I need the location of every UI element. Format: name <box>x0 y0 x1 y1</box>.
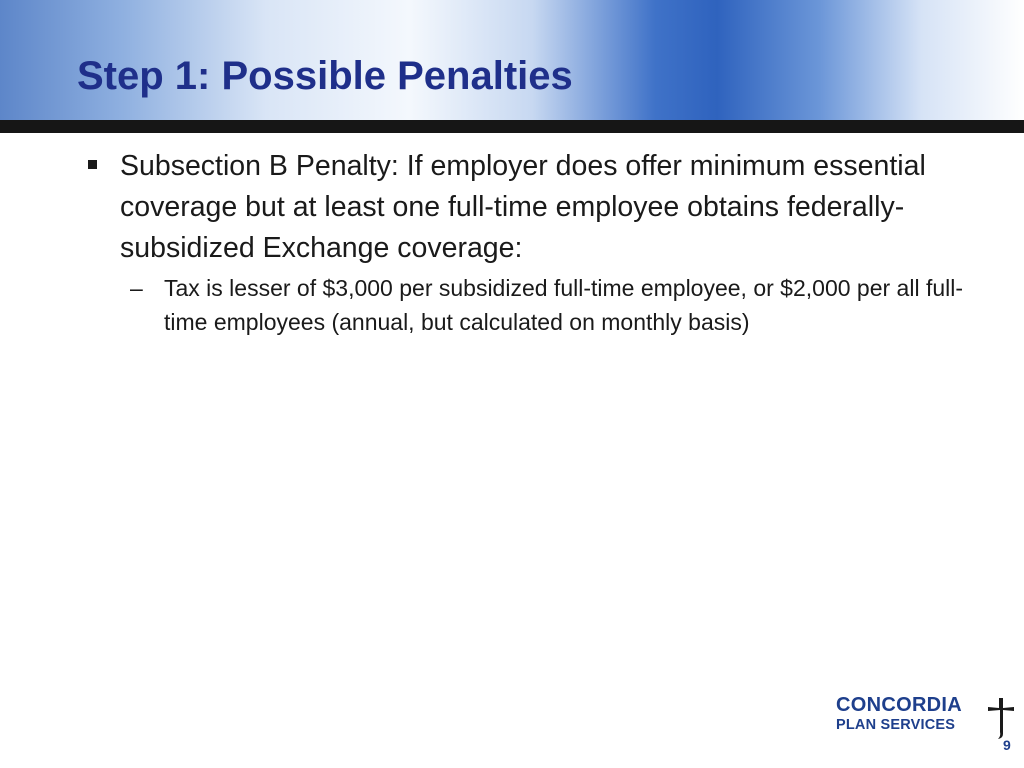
cross-icon <box>986 696 1016 740</box>
square-bullet-icon <box>88 160 97 169</box>
concordia-logo <box>836 694 1016 744</box>
page-number: 9 <box>1003 737 1011 753</box>
logo-wordmark-line2: PLAN SERVICES <box>836 717 956 733</box>
sub-bullet-text: Tax is lesser of $3,000 per subsidized full-time employee, or $2,000 per all full-time employees (annual, but calculated on monthly basis) <box>164 275 964 335</box>
bullet-text: Subsection B Penalty: If employer does offer minimum essential coverage but at least one full-time employee obtains federally-subsidized Exchange coverage: <box>120 150 926 264</box>
sub-bullet-item <box>84 271 964 339</box>
dash-bullet: – <box>130 275 143 301</box>
header-rule <box>0 120 1024 133</box>
slide-body <box>84 146 964 339</box>
logo-wordmark-line1: CONCORDIA <box>836 694 963 716</box>
bullet-item <box>84 146 964 269</box>
slide-title: Step 1: Possible Penalties <box>77 54 573 98</box>
